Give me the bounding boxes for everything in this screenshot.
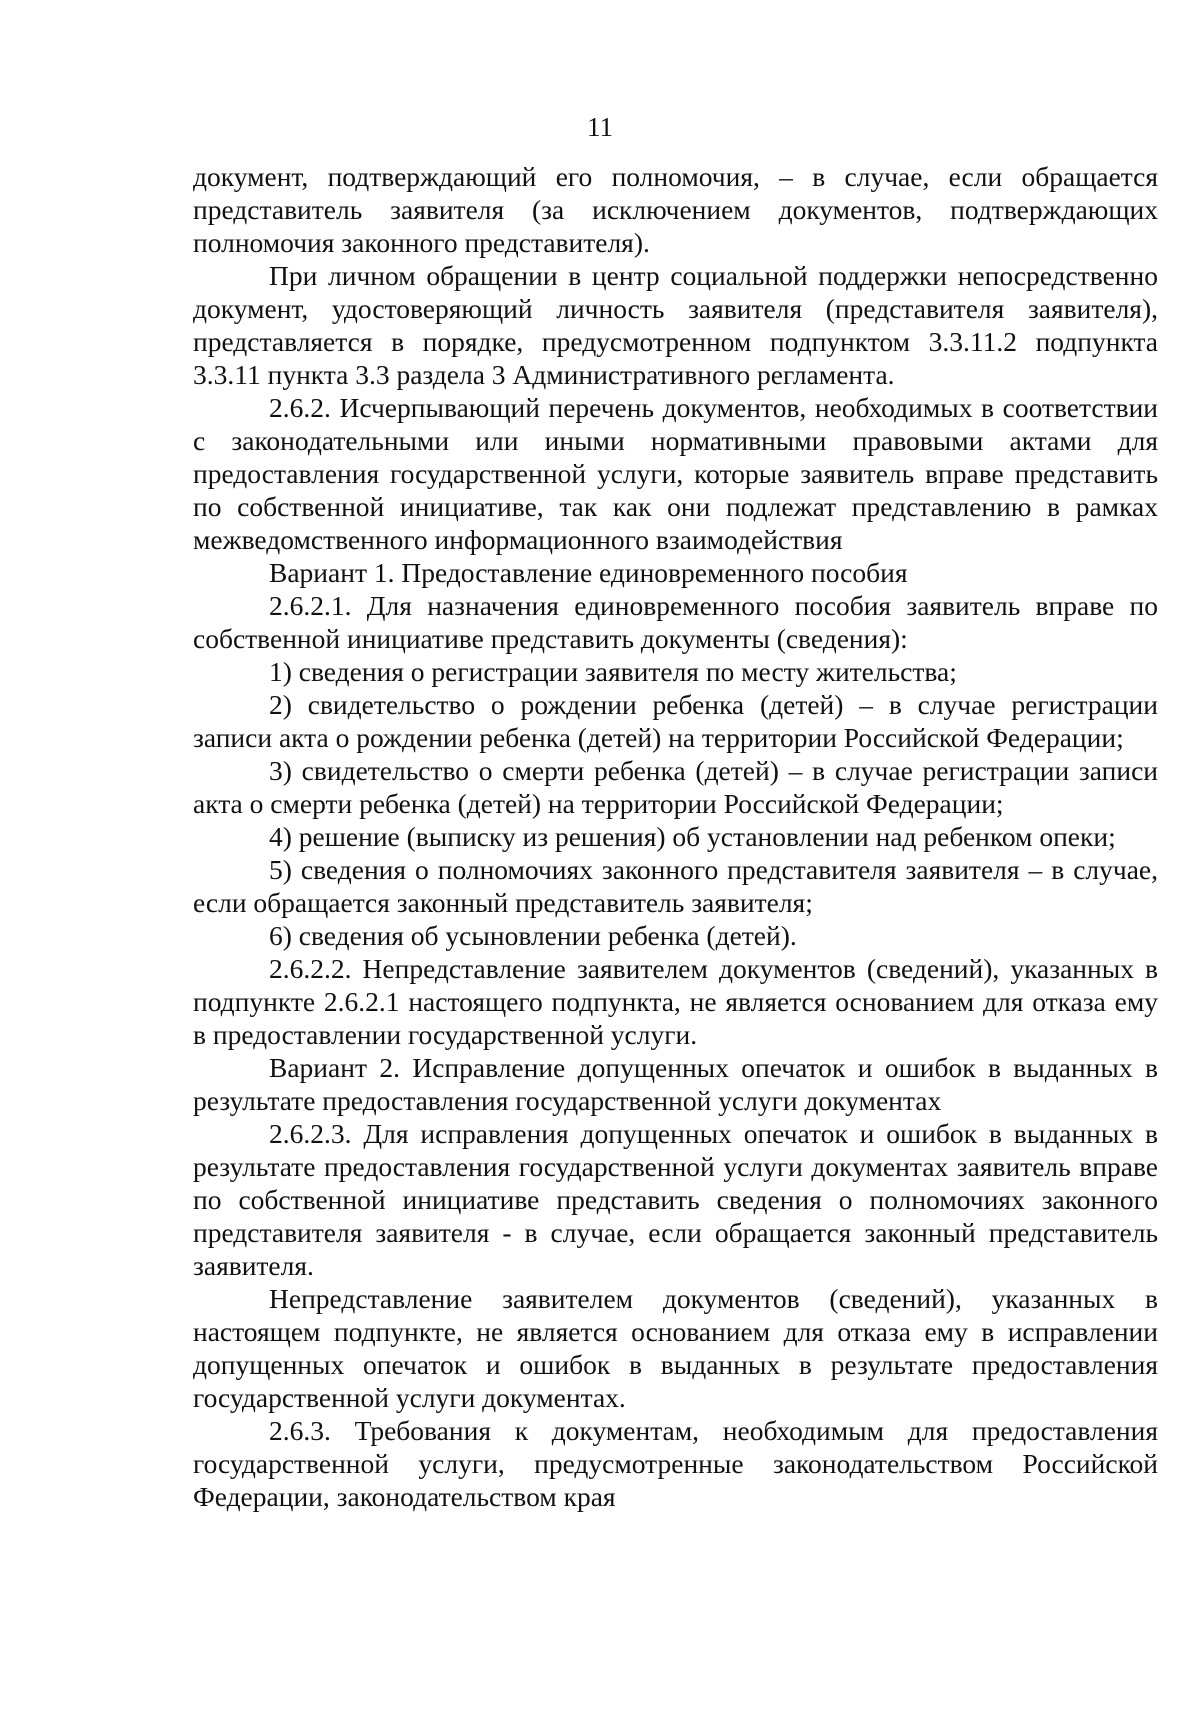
list-item-2: 2) свидетельство о рождении ребенка (детей) – в случае регистрации записи акта о рождении ребенка (детей) на территории Российской Федерации;: [193, 689, 1158, 753]
paragraph-continuation: документ, подтверждающий его полномочия, – в случае, если обращается представитель заявителя (за исключением документов, подтверждающих полномочия законного представителя).: [193, 161, 1158, 258]
list-item-3: 3) свидетельство о смерти ребенка (детей) – в случае регистрации записи акта о смерти ребенка (детей) на территории Российской Федерации;: [193, 755, 1158, 819]
paragraph-2-6-2-2: 2.6.2.2. Непредставление заявителем документов (сведений), указанных в подпункте 2.6.2.1 настоящего подпункта, не является основанием для отказа ему в предоставлении государственной услуги.: [193, 953, 1158, 1050]
paragraph-2-6-2-3: 2.6.2.3. Для исправления допущенных опечаток и ошибок в выданных в результате предоставления государственной услуги документах заявитель вправе по собственной инициативе представить сведения о полномочиях законного представителя заявителя - в случае, если обращается законный представитель заявителя.: [193, 1118, 1158, 1281]
paragraph-2-6-2-1: 2.6.2.1. Для назначения единовременного пособия заявитель вправе по собственной инициативе представить документы (сведения):: [193, 590, 1158, 654]
list-item-4: 4) решение (выписку из решения) об установлении над ребенком опеки;: [269, 821, 1116, 852]
paragraph-personal-appeal: При личном обращении в центр социальной поддержки непосредственно документ, удостоверяющий личность заявителя (представителя заявителя), представляется в порядке, предусмотренном подпунктом 3.3.11.2 подпункта 3.3.11 пункта 3.3 раздела 3 Административного регламента.: [193, 260, 1158, 390]
list-item-6: 6) сведения об усыновлении ребенка (детей).: [269, 920, 797, 951]
list-item-5: 5) сведения о полномочиях законного представителя заявителя – в случае, если обращается законный представитель заявителя;: [193, 854, 1158, 918]
paragraph-2-6-2: 2.6.2. Исчерпывающий перечень документов, необходимых в соответствии с законодательными или иными нормативными правовыми актами для предоставления государственной услуги, которые заявитель вправе представить по собственной инициативе, так как они подлежат представлению в рамках межведомственного информационного взаимодействия: [193, 392, 1158, 555]
page-number: 11: [587, 112, 613, 142]
document-body: [193, 160, 1158, 1513]
paragraph-non-submission: Непредставление заявителем документов (сведений), указанных в настоящем подпункте, не является основанием для отказа ему в исправлении допущенных опечаток и ошибок в выданных в результате предоставления государственной услуги документах.: [193, 1283, 1158, 1413]
paragraph-2-6-3: 2.6.3. Требования к документам, необходимым для предоставления государственной услуги, предусмотренные законодательством Российской Федерации, законодательством края: [193, 1415, 1158, 1512]
heading-variant-1: Вариант 1. Предоставление единовременного пособия: [269, 557, 908, 588]
list-item-1: 1) сведения о регистрации заявителя по месту жительства;: [269, 656, 957, 687]
heading-variant-2: Вариант 2. Исправление допущенных опечаток и ошибок в выданных в результате предоставления государственной услуги документах: [193, 1052, 1158, 1116]
